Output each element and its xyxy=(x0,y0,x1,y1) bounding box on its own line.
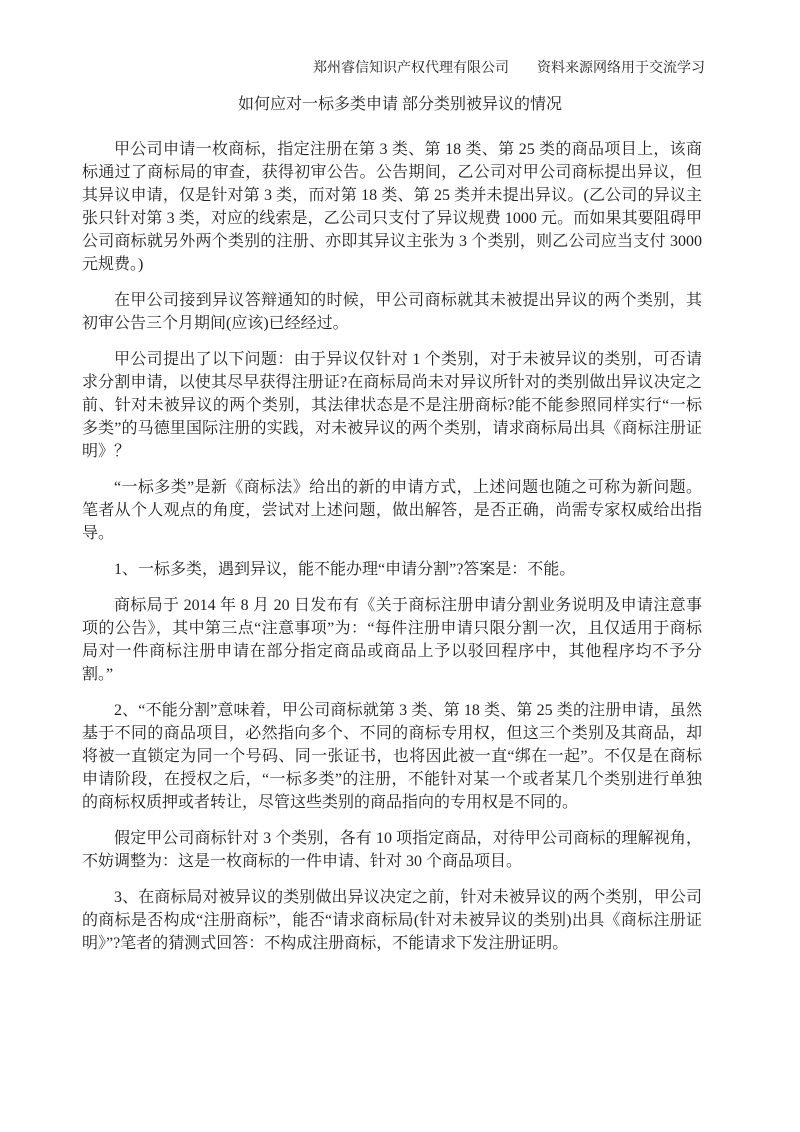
header-company: 郑州睿信知识产权代理有限公司 xyxy=(313,61,509,76)
paragraph-3: 甲公司提出了以下问题：由于异议仅针对 1 个类别，对于未被异议的类别，可否请求分割申请，以使其尽早获得注册证?在商标局尚未对异议所针对的类别做出异议决定之前、针对未被异议的两个类别，其法律状态是不是注册商标?能不能参照同样实行“一标多类”的马德里国际注册的实践，对未被异议的两个类别，请求商标局出具《商标注册证明》？ xyxy=(82,351,702,460)
header-source-note: 资料来源网络用于交流学习 xyxy=(537,61,705,76)
paragraph-4: “一标多类”是新《商标法》给出的新的申请方式，上述问题也随之可称为新问题。笔者从个人观点的角度，尝试对上述问题，做出解答，是否正确，尚需专家权威给出指导。 xyxy=(82,479,702,542)
document-body xyxy=(0,115,800,955)
document-title: 如何应对一标多类申请 部分类别被异议的情况 xyxy=(237,96,562,113)
paragraph-1: 甲公司申请一枚商标，指定注册在第 3 类、第 18 类、第 25 类的商品项目上，该商标通过了商标局的审查，获得初审公告。公告期间，乙公司对甲公司商标提出异议，但其异议申请，仅是针对第 3 类，而对第 18 类、第 25 类并未提出异议。(乙公司的异议主张只针对第 3 类，对应的线索是，乙公司只支付了异议规费 1000 元。而如果其要阻碍甲公司商标就另外两个类别的注册、亦即其异议主张为 3 个类别，则乙公司应当支付 3000 元规费。) xyxy=(82,141,702,273)
paragraph-8: 假定甲公司商标针对 3 个类别，各有 10 项指定商品，对待甲公司商标的理解视角，不妨调整为：这是一枚商标的一件申请、针对 30 个商品项目。 xyxy=(82,830,702,870)
paragraph-5: 1、一标多类，遇到异议，能不能办理“申请分割”?答案是：不能。 xyxy=(114,561,576,578)
paragraph-9: 3、在商标局对被异议的类别做出异议决定之前，针对未被异议的两个类别，甲公司的商标是否构成“注册商标”，能否“请求商标局(针对未被异议的类别)出具《商标注册证明》”?笔者的猜测式回答：不构成注册商标，不能请求下发注册证明。 xyxy=(82,889,702,952)
page-header xyxy=(0,0,800,77)
paragraph-6: 商标局于 2014 年 8 月 20 日发布有《关于商标注册申请分割业务说明及申请注意事项的公告》，其中第三点“注意事项”为：“每件注册申请只限分割一次，且仅适用于商标局对一件商标注册申请在部分指定商品或商品上予以驳回程序中，其他程序均不予分割。” xyxy=(82,597,702,683)
paragraph-2: 在甲公司接到异议答辩通知的时候，甲公司商标就其未被提出异议的两个类别，其初审公告三个月期间(应该)已经经过。 xyxy=(82,292,702,332)
paragraph-7: 2、“不能分割”意味着，甲公司商标就第 3 类、第 18 类、第 25 类的注册申请，虽然基于不同的商品项目，必然指向多个、不同的商标专用权，但这三个类别及其商品，却将被一直锁定为同一个号码、同一张证书，也将因此被一直“绑在一起”。不仅是在商标申请阶段，在授权之后，“一标多类”的注册，不能针对某一个或者某几个类别进行单独的商标权质押或者转让，尽管这些类别的商品指向的专用权是不同的。 xyxy=(82,702,702,811)
